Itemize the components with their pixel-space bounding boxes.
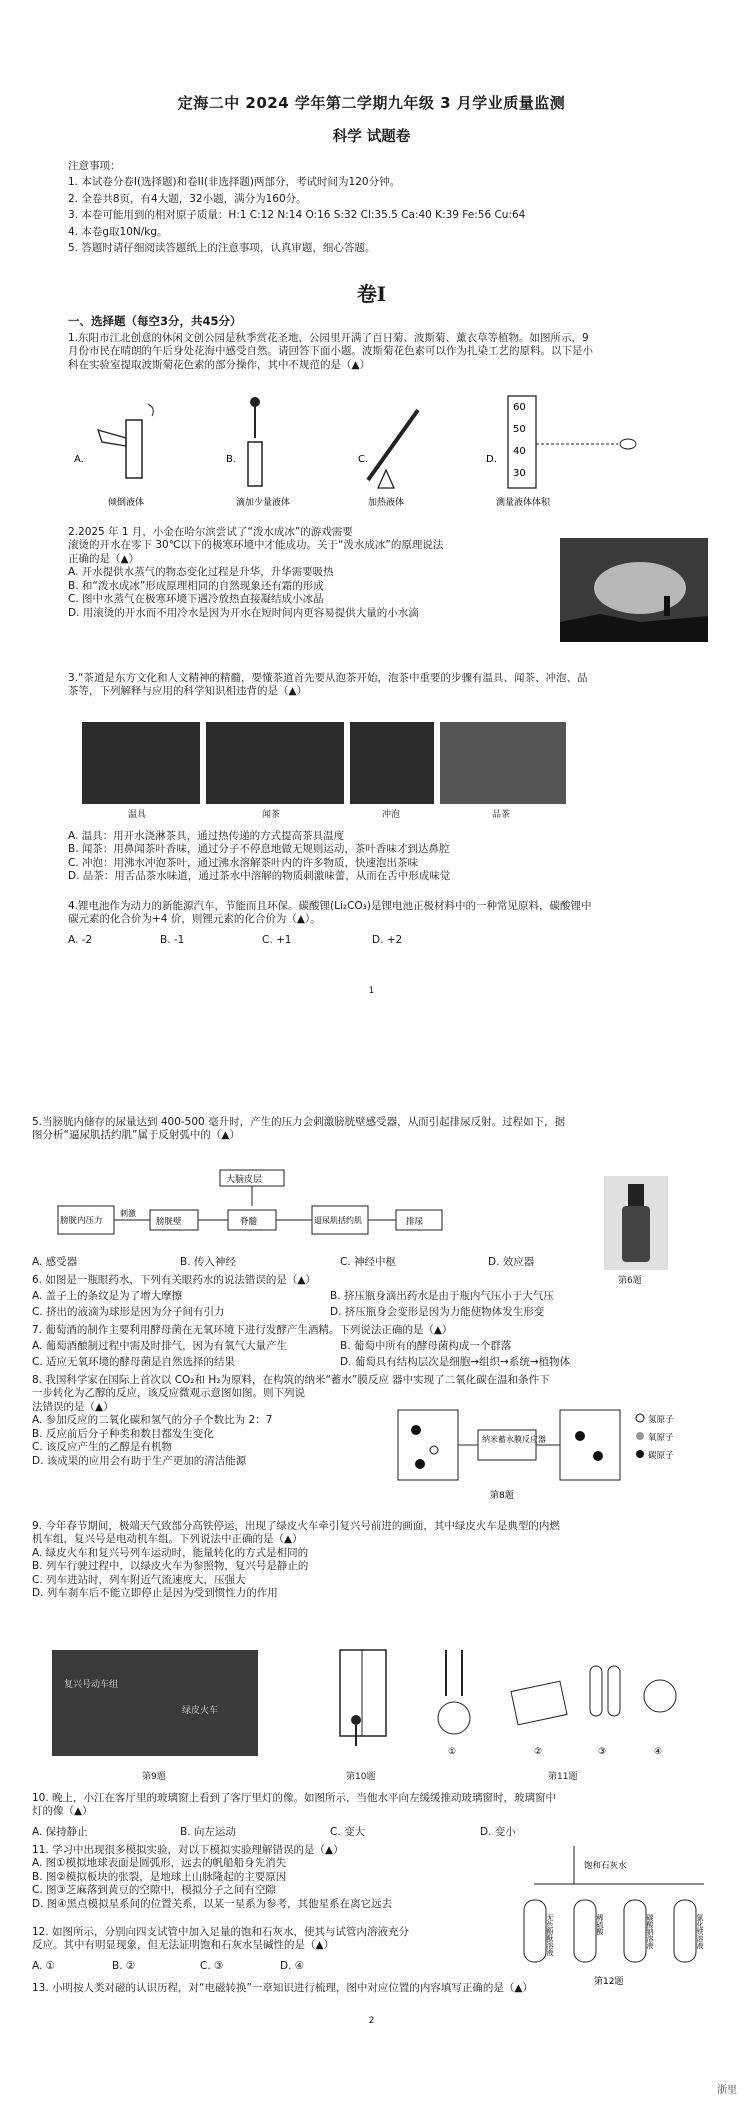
test-tube <box>574 1900 596 1962</box>
option-label: A. <box>74 454 84 465</box>
exam-title: 定海二中 2024 学年第二学期九年级 3 月学业质量监测 <box>177 94 566 112</box>
question-text: 2.2025 年 1 月，小金在哈尔滨尝试了“泼水成冰”的游戏需要 <box>68 526 353 538</box>
photo-label: 绿皮火车 <box>182 1706 219 1716</box>
option: C. 列车进站时，列车附近气流速度大，压强大 <box>32 1573 246 1586</box>
question-text: 科在实验室提取波斯菊花色素的部分操作，其中不规范的是（▲） <box>68 358 371 371</box>
option: D. 葡萄具有结构层次是细胞→组织→系统→植物体 <box>340 1356 571 1368</box>
tube-label: 稀硫酸 <box>596 1914 604 1935</box>
option: D. 变小 <box>480 1826 516 1838</box>
simulation-figure <box>434 1646 694 1762</box>
option: A. -2 <box>68 934 93 946</box>
flow-label: 膀胱壁 <box>156 1217 182 1227</box>
window-figure <box>320 1646 400 1762</box>
plate-model <box>511 1681 567 1725</box>
tube-label: 氯化铁溶液 <box>696 1914 704 1949</box>
figure-caption: 闻茶 <box>262 810 281 820</box>
person-head <box>351 1715 361 1725</box>
option: D. ④ <box>280 1960 305 1972</box>
figure-caption: 第9题 <box>142 1772 166 1782</box>
page-number: 2 <box>368 2016 375 2026</box>
cylinder <box>590 1666 602 1716</box>
option-label: C. <box>358 454 369 465</box>
flow-label: 刺激 <box>120 1209 136 1218</box>
question-text: 8. 我国科学家在国际上首次以 CO₂和 H₂为原料，在构筑的纳米“蓄水”膜反应 器中实现了二氧化碳在温和条件下 <box>32 1374 550 1386</box>
option: C. 适应无氧环境的酵母菌是自然选择的结果 <box>32 1356 236 1368</box>
question-text: 1.东阳市江北创意的休闲文创公园是秋季赏花圣地，公园里开满了百日菊、波斯菊、薰衣草等植物。如图所示，9 <box>68 332 589 344</box>
molecule <box>415 1459 425 1469</box>
reactor-label: 纳米蓄水膜反应器 <box>482 1435 546 1444</box>
option-label: D. <box>486 454 497 465</box>
question-5 <box>32 1116 722 1143</box>
eye-icon <box>620 439 636 449</box>
figure-caption: 品茶 <box>492 810 511 820</box>
question-1 <box>68 332 708 372</box>
figure-caption: 第10题 <box>346 1772 376 1782</box>
option: C. 图③芝麻落到黄豆的空隙中，模拟分子之间有空隙 <box>32 1884 276 1897</box>
question-text: 6. 如图是一瓶眼药水，下列有关眼药水的说法错误的是（▲） <box>32 1274 316 1286</box>
page-2 <box>0 1080 743 2104</box>
legend-label: 氧原子 <box>648 1433 674 1443</box>
option: A. 图①模拟地球表面是圆弧形，远去的帆船船身先消失 <box>32 1857 287 1870</box>
notice-item: 1. 本试卷分卷I(选择题)和卷II(非选择题)两部分，考试时间为120分钟。 <box>68 176 401 189</box>
window-frame <box>340 1650 386 1736</box>
question-13 <box>32 1982 722 1995</box>
ice-photo-art <box>560 538 708 642</box>
option: C. +1 <box>262 934 292 946</box>
tea-photo-taste <box>440 722 566 804</box>
tea-photo-smell <box>206 722 344 804</box>
option: B. -1 <box>160 934 185 946</box>
question-text: 月份市民在晴朗的午后身处花海中感受自然。请回答下面小题。波斯菊花色素可以作为扎染工艺的原料。以下是小 <box>68 345 593 358</box>
dropper-bulb <box>250 397 260 407</box>
option-label: B. <box>226 454 237 465</box>
option: B. 和“泼水成冰”形成原理相同的自然现象还有霜的形成 <box>68 579 324 592</box>
page-number: 1 <box>368 986 375 996</box>
q1-lab-figure <box>68 390 658 512</box>
question-text: 一步转化为乙醇的反应，该反应微观示意图如图。则下列说 <box>32 1387 305 1400</box>
option: D. 用滚烫的开水而不用冷水是因为开水在短时间内更容易提供大量的小水滴 <box>68 606 419 619</box>
reaction-diagram <box>394 1406 714 1506</box>
option: C. 神经中枢 <box>340 1256 397 1268</box>
reactant-box <box>398 1410 458 1480</box>
question-text: 滚烫的开水在零下 30℃以下的极寒环境中才能成功。关于“泼水成冰”的原理说法 <box>68 539 444 552</box>
option: D. 图④黑点模拟星系间的位置关系，以某一星系为参考，其他星系在离它远去 <box>32 1897 393 1910</box>
eye-drop-art <box>604 1176 668 1270</box>
scale-label: 30 <box>513 468 526 479</box>
scale-label: 60 <box>513 402 526 413</box>
option: A. 温具：用开水浇淋茶具，通过热传递的方式提高茶具温度 <box>68 830 345 842</box>
person-silhouette <box>664 596 670 616</box>
product-box <box>560 1410 620 1480</box>
option: B. 图②模拟板块的张裂，是地球上山脉隆起的主要原因 <box>32 1870 287 1883</box>
question-text: 正确的是（▲） <box>68 552 140 565</box>
test-tube <box>624 1900 646 1962</box>
figure-label: ② <box>534 1747 543 1757</box>
flow-label: 脊髓 <box>240 1217 258 1227</box>
figure-caption: 温具 <box>128 810 147 820</box>
option: B. 闻茶：用鼻闻茶叶香味，通过分子不停息地做无规则运动，茶叶香味才到达鼻腔 <box>68 843 450 856</box>
stopper <box>148 404 153 416</box>
tube-label: 碳酸钠溶液 <box>646 1914 654 1949</box>
figure-label: 饱和石灰水 <box>584 1861 627 1871</box>
test-tube <box>126 420 142 478</box>
question-4 <box>68 900 708 927</box>
flow-label: 逼尿肌括约肌 <box>314 1216 362 1225</box>
question-3-options <box>68 830 708 884</box>
molecule <box>593 1451 603 1461</box>
corner-watermark: 浙里 <box>717 2085 737 2097</box>
option: B. 挤压瓶身滴出药水是由于瓶内气压小于大气压 <box>330 1290 554 1302</box>
question-text: 茶等，下列解释与应用的科学知识相违背的是（▲） <box>68 685 308 698</box>
test-tube <box>248 442 262 486</box>
notice-block <box>68 160 708 259</box>
option: B. 反应前后分子种类和数目都发生变化 <box>32 1427 214 1440</box>
hydrogen-legend-icon <box>636 1414 644 1422</box>
test-tube <box>524 1900 546 1962</box>
figure-caption: 测量液体体积 <box>496 498 551 508</box>
question-text: 9. 今年春节期间，极端天气致部分高铁停运，出现了绿皮火车牵引复兴号前进的画面，其中绿皮火车是典型的内燃 <box>32 1520 560 1532</box>
test-tube <box>368 410 418 480</box>
option: C. 变大 <box>330 1826 366 1838</box>
question-text: 3.“茶道是东方文化和人文精神的精髓，要懂茶道首先要从泡茶开始，泡茶中重要的步骤有温具、闻茶、冲泡、品 <box>68 672 588 684</box>
scale-label: 40 <box>513 446 526 457</box>
question-text: 法错误的是（▲） <box>32 1400 114 1413</box>
flow-label: 大脑皮层 <box>226 1175 263 1185</box>
question-text: 12. 如图所示，分别向四支试管中加入足量的饱和石灰水，使其与试管内溶液充分 <box>32 1926 410 1938</box>
volume-heading: 卷Ⅰ <box>356 282 387 306</box>
photo-label: 复兴号动车组 <box>64 1680 119 1690</box>
option: C. 该反应产生的乙醇是有机物 <box>32 1441 173 1454</box>
figure-label: ① <box>448 1747 457 1757</box>
question-text: 机车组，复兴号是电动机车组。下列说法中正确的是（▲） <box>32 1533 303 1546</box>
question-text: 11. 学习中出现很多模拟实验，对以下模拟实验理解错误的是（▲） <box>32 1844 344 1856</box>
legend-label: 氢原子 <box>648 1415 674 1425</box>
carbon-legend-icon <box>636 1450 644 1458</box>
option: D. 该成果的应用会有助于生产更加的清洁能源 <box>32 1454 247 1467</box>
tea-photo-warm <box>82 722 200 804</box>
option: A. 盖子上的条纹是为了增大摩擦 <box>32 1290 183 1302</box>
question-text: 5.当膀胱内储存的尿量达到 400-500 毫升时，产生的压力会刺激膀胱壁感受器，从而引起排尿反射。过程如下，据 <box>32 1116 566 1128</box>
tea-photo-brew <box>350 722 434 804</box>
scale-label: 50 <box>513 424 526 435</box>
notice-item: 3. 本卷可能用到的相对原子质量：H:1 C:12 N:14 O:16 S:32 Cl:35.5 Ca:40 K:39 Fe:56 Cu:64 <box>68 209 526 222</box>
option: B. 列车行驶过程中，以绿皮火车为参照物，复兴号是静止的 <box>32 1560 309 1573</box>
option: D. 品茶：用舌品茶水味道，通过茶水中溶解的物质刺激味蕾，从而在舌中形成味觉 <box>68 870 451 883</box>
figure-caption: 第6题 <box>618 1276 642 1286</box>
test-tube <box>674 1900 696 1962</box>
option: D. +2 <box>372 934 403 946</box>
globe <box>438 1702 470 1734</box>
question-text: 灯的像（▲） <box>32 1805 93 1818</box>
option: D. 效应器 <box>488 1256 535 1268</box>
reagent-bottle <box>98 430 126 446</box>
question-text: 图分析“逼尿肌括约肌”属于反射弧中的（▲） <box>32 1129 240 1142</box>
question-3 <box>68 672 708 699</box>
bottle-body <box>622 1206 650 1262</box>
figure-caption: 第8题 <box>490 1491 514 1501</box>
mist-cloud <box>594 562 686 614</box>
molecule <box>575 1431 585 1441</box>
question-6 <box>32 1274 672 1287</box>
notice-heading: 注意事项： <box>68 160 121 172</box>
option: B. ② <box>112 1960 136 1972</box>
question-text: 10. 晚上，小江在客厅里的玻璃窗上看到了客厅里灯的像。如图所示，当他水平向左缓缓推动玻璃窗时，玻璃窗中 <box>32 1792 557 1804</box>
bottle-cap <box>628 1184 644 1206</box>
option: B. 向左运动 <box>180 1826 236 1838</box>
train-photo <box>52 1650 258 1756</box>
eye-drop-photo <box>604 1176 668 1270</box>
option: C. 挤出的液滴为球形是因为分子间有引力 <box>32 1306 225 1318</box>
notice-item: 4. 本卷g取10N/kg。 <box>68 225 168 238</box>
notice-item: 2. 全卷共8页，有4大题，32小题，满分为160分。 <box>68 192 307 205</box>
option: A. 葡萄酒酿制过程中需及时排气，因为有氧气大量产生 <box>32 1340 288 1352</box>
figure-label: ③ <box>598 1747 607 1757</box>
ground-silhouette <box>560 614 708 642</box>
figure-caption: 倾倒液体 <box>108 498 145 508</box>
flow-label: 膀胱内压力 <box>60 1216 103 1226</box>
question-text: 13. 小明按人类对磁的认识历程，对“电磁转换”一章知识进行梳理，图中对应位置的内容填写正确的是（▲） <box>32 1982 533 1994</box>
question-text: 碳元素的化合价为+4 价，则锂元素的化合价为（▲）。 <box>68 913 321 926</box>
option: A. ① <box>32 1960 56 1972</box>
alcohol-lamp <box>378 470 394 488</box>
section-heading: 一、选择题（每空3分，共45分） <box>68 314 242 328</box>
question-text: 反应。其中有明显现象，但无法证明饱和石灰水呈碱性的是（▲） <box>32 1939 335 1952</box>
option: A. 开水提供水蒸气的物态变化过程是升华，升华需要吸热 <box>68 566 334 579</box>
exam-subtitle: 科学 试题卷 <box>332 129 411 145</box>
question-9 <box>32 1520 722 1601</box>
option: A. 参加反应的二氧化碳和氢气的分子个数比为 2：7 <box>32 1414 273 1427</box>
option: C. 冲泡：用沸水冲泡茶叶，通过沸水溶解茶叶内的许多物质，快速泡出茶味 <box>68 856 419 869</box>
option: A. 绿皮火车和复兴号列车运动时，能量转化的方式是相同的 <box>32 1546 309 1559</box>
figure-caption: 滴加少量液体 <box>236 498 291 508</box>
question-text: 7. 葡萄酒的制作主要利用酵母菌在无氧环境下进行发酵产生酒精。下列说法正确的是（▲） <box>32 1324 453 1336</box>
flow-label: 排尿 <box>406 1217 424 1227</box>
balloon <box>644 1680 676 1712</box>
option: C. 图中水蒸气在极寒环境下遇冷放热直接凝结成小冰晶 <box>68 593 324 606</box>
option: B. 葡萄中所有的酵母菌构成一个群落 <box>340 1340 512 1352</box>
ice-photo <box>560 538 708 642</box>
oxygen-legend-icon <box>636 1432 644 1440</box>
figure-caption: 加热液体 <box>368 498 405 508</box>
cylinder <box>608 1666 620 1716</box>
figure-caption: 第11题 <box>548 1772 578 1782</box>
option: C. ③ <box>200 1960 224 1972</box>
question-7 <box>32 1324 672 1337</box>
legend-label: 碳原子 <box>648 1451 674 1461</box>
figure-caption: 冲泡 <box>382 810 401 820</box>
option: D. 列车刹车后不能立即停止是因为受到惯性力的作用 <box>32 1587 278 1600</box>
option: A. 保持静止 <box>32 1826 88 1838</box>
molecule <box>411 1425 421 1435</box>
figure-caption: 第12题 <box>594 1977 624 1987</box>
molecule <box>430 1446 438 1454</box>
test-tube-figure <box>514 1840 722 1990</box>
option: D. 挤压瓶身会变形是因为力能使物体发生形变 <box>330 1306 545 1318</box>
option: A. 感受器 <box>32 1256 78 1268</box>
figure-label: ④ <box>654 1747 663 1757</box>
question-10 <box>32 1792 722 1819</box>
notice-item: 5. 答题时请仔细阅读答题纸上的注意事项，认真审题，细心答题。 <box>68 242 376 255</box>
tube-label: 无色酚酞溶液 <box>546 1914 554 1956</box>
question-text: 4.锂电池作为动力的新能源汽车，节能而且环保。碳酸锂(Li₂CO₃)是锂电池正极材料中的一种常见原料，碳酸锂中 <box>68 900 592 912</box>
reflex-flow-diagram <box>50 1166 550 1246</box>
option: B. 传入神经 <box>180 1256 236 1268</box>
